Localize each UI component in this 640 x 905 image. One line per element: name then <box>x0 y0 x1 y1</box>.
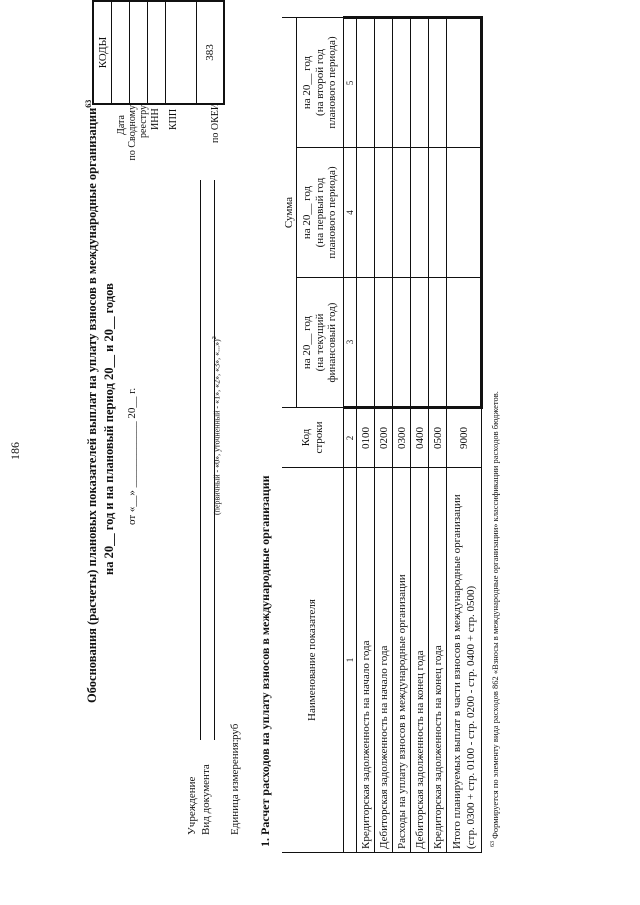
document-title-period: на 20__ год и на плановый период 20__ и 20__ годов <box>102 283 116 575</box>
codes-value-registry <box>130 1 148 104</box>
row-value-col3 <box>357 278 375 408</box>
section-title: 1. Расчет расходов на уплату взносов в международные организации <box>258 475 272 847</box>
col4-header: на 20__ год (на первый год планового периода) <box>297 148 344 278</box>
table-row <box>393 18 411 853</box>
footnote: $^{63}$ Формируется по элементу вида расходов 862 «Взносы в международные организации» классификации расходов бюджетов. <box>490 391 500 847</box>
col-number-1: 1 <box>344 468 357 853</box>
col-number-4: 4 <box>344 148 357 278</box>
table-row <box>429 18 447 853</box>
col-code-header: Код строки <box>282 408 344 468</box>
col5-header: на 20__ год (на второй год планового периода) <box>297 18 344 148</box>
row-name: Кредиторская задолженность на конец года <box>429 468 447 853</box>
row-value-col5 <box>357 18 375 148</box>
row-value-col4 <box>411 148 429 278</box>
total-value-col4 <box>447 148 482 278</box>
document-title: Обоснования (расчеты) плановых показателей выплат на уплату взносов в международные организации$^{63}$ <box>84 99 100 703</box>
page-number: 186 <box>8 442 22 460</box>
codes-table <box>92 0 225 105</box>
row-name: Дебиторская задолженность на конец года <box>411 468 429 853</box>
codes-value-kpp <box>166 1 197 104</box>
title-footnote-mark: 63 <box>84 99 93 108</box>
col-sum-header: Сумма <box>282 18 297 408</box>
row-value-col5 <box>411 18 429 148</box>
total-value-col5 <box>447 18 482 148</box>
table-row <box>411 18 429 853</box>
row-code: 0400 <box>411 408 429 468</box>
codes-label-date: Дата <box>116 115 127 135</box>
row-code: 0200 <box>375 408 393 468</box>
column-numbers-row <box>344 18 357 853</box>
row-name: Расходы на уплату взносов в международные организации <box>393 468 411 853</box>
row-value-col5 <box>393 18 411 148</box>
row-code: 0100 <box>357 408 375 468</box>
row-value-col3 <box>429 278 447 408</box>
document-date: от «__» ____________ 20__ г. <box>126 387 138 525</box>
table-row <box>375 18 393 853</box>
codes-label-okei: по ОКЕИ <box>210 102 221 143</box>
total-row-code: 9000 <box>447 408 482 468</box>
row-name: Кредиторская задолженность на начало года <box>357 468 375 853</box>
codes-value-date <box>112 1 130 104</box>
codes-header: КОДЫ <box>93 1 112 104</box>
col-number-2: 2 <box>344 408 357 468</box>
table-row <box>357 18 375 853</box>
row-name: Дебиторская задолженность на начало года <box>375 468 393 853</box>
row-value-col3 <box>375 278 393 408</box>
col3-header: на 20__ год (на текущий финансовый год) <box>297 278 344 408</box>
doc-type-label: Вид документа <box>200 764 212 835</box>
main-table <box>282 16 483 853</box>
unit-value: руб <box>229 723 241 740</box>
codes-value-inn <box>148 1 166 104</box>
codes-value-okei: 383 <box>197 1 225 104</box>
institution-underline <box>200 180 201 740</box>
col-number-5: 5 <box>344 18 357 148</box>
row-value-col3 <box>393 278 411 408</box>
total-value-col3 <box>447 278 482 408</box>
codes-label-registry: по Сводному реестру <box>127 105 149 161</box>
col-number-3: 3 <box>344 278 357 408</box>
table-header-row <box>282 18 297 853</box>
row-value-col4 <box>375 148 393 278</box>
row-value-col4 <box>429 148 447 278</box>
col-name-header: Наименование показателя <box>282 468 344 853</box>
row-value-col5 <box>375 18 393 148</box>
row-value-col4 <box>393 148 411 278</box>
row-value-col4 <box>357 148 375 278</box>
row-code: 0300 <box>393 408 411 468</box>
row-code: 0500 <box>429 408 447 468</box>
doc-type-hint: (первичный - «0», уточненный - «1», «2», «3», «...»)$^2$ <box>212 336 222 515</box>
institution-label: Учреждение <box>186 776 198 835</box>
table-total-row <box>447 18 482 853</box>
row-value-col5 <box>429 18 447 148</box>
unit-label: Единица измерения: <box>229 739 241 835</box>
footnote-mark: 63 <box>490 841 497 847</box>
row-value-col3 <box>411 278 429 408</box>
codes-label-kpp: КПП <box>168 108 179 130</box>
total-row-name: Итого планируемых выплат в части взносов в международные организации (стр. 0300 + стр. 0100 - стр. 0200 - стр. 0400 + стр. 0500) <box>447 468 482 853</box>
codes-label-inn: ИНН <box>150 108 161 130</box>
